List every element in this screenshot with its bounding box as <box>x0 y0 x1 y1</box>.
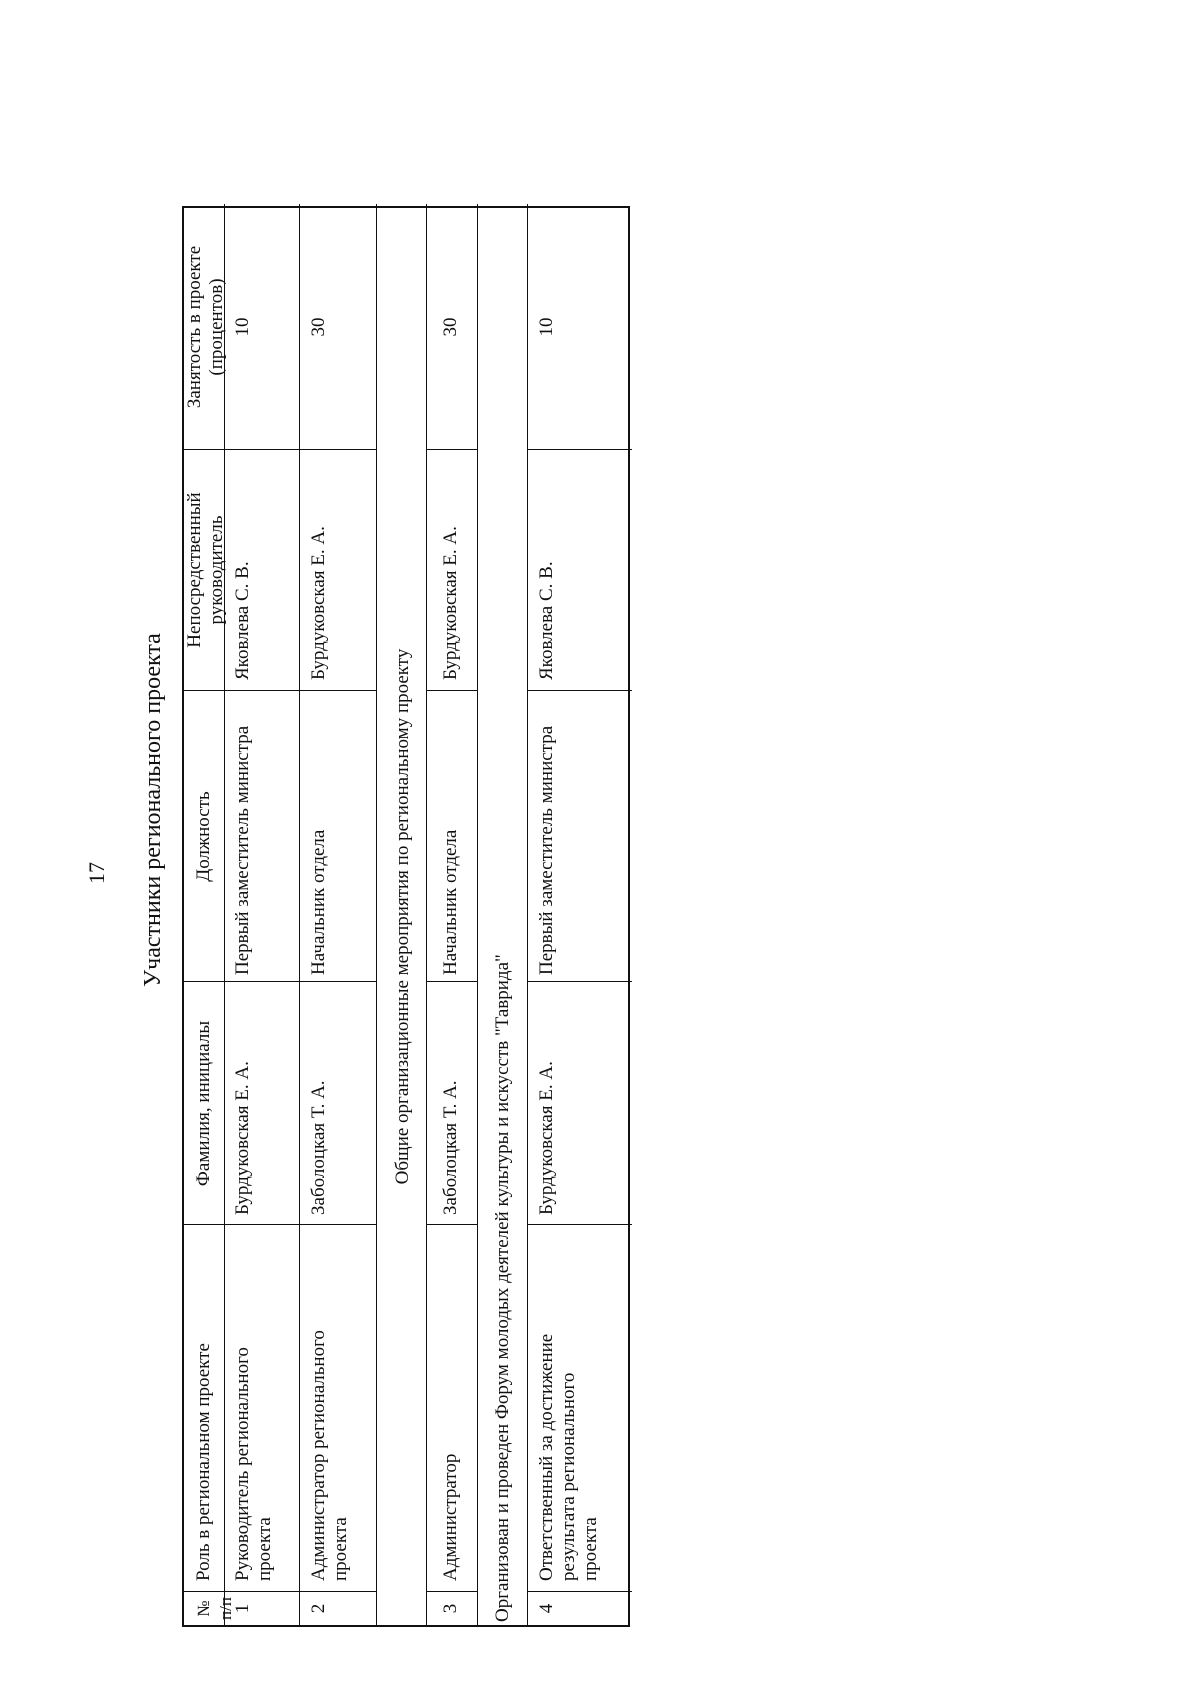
row-4-employment: 10 <box>536 317 557 337</box>
section-forum-title: Организован и проведен Форум молодых деятелей культуры и искусств "Таврида" <box>492 954 513 1622</box>
row-2-role: Администратор регионального проекта <box>308 1330 351 1581</box>
row-2-manager: Бурдуковская Е. А. <box>308 526 329 680</box>
header-employment: Занятость в проекте (процентов) <box>184 245 227 409</box>
row-1-manager: Яковлева С. В. <box>232 561 253 680</box>
row-2-name: Заболоцкая Т. А. <box>308 1080 329 1215</box>
row-3-name: Заболоцкая Т. А. <box>440 1080 461 1215</box>
row-1-num: 1 <box>232 1603 253 1614</box>
row-1-name: Бурдуковская Е. А. <box>232 1061 253 1215</box>
row-3-role: Администратор <box>440 1453 461 1581</box>
row-1-role: Руководитель регионального проекта <box>232 1347 275 1581</box>
row-3-num: 3 <box>440 1603 461 1614</box>
row-3-employment: 30 <box>440 317 461 337</box>
row-1-employment: 10 <box>232 317 253 337</box>
header-role: Роль в региональном проекте <box>193 1343 214 1581</box>
row-3-position: Начальник отдела <box>440 829 461 975</box>
row-4-num: 4 <box>536 1603 557 1614</box>
row-1-position: Первый заместитель министра <box>232 725 253 975</box>
document-page <box>0 200 1200 1700</box>
row-2-employment: 30 <box>308 317 329 337</box>
section-general-title: Общие организационные мероприятия по региональному проекту <box>392 648 413 1185</box>
page-number: 17 <box>84 862 109 884</box>
row-2-num: 2 <box>308 1603 329 1614</box>
row-2-position: Начальник отдела <box>308 829 329 975</box>
header-manager: Непосредственный руководитель <box>184 492 227 648</box>
row-4-manager: Яковлева С. В. <box>536 561 557 680</box>
row-4-role: Ответственный за достижение результата регионального проекта <box>536 1333 601 1581</box>
row-4-name: Бурдуковская Е. А. <box>536 1061 557 1215</box>
header-num: № п/п <box>194 1597 235 1620</box>
row-3-manager: Бурдуковская Е. А. <box>440 526 461 680</box>
page-title: Участники регионального проекта <box>140 633 166 987</box>
row-4-position: Первый заместитель министра <box>536 725 557 975</box>
participants-table <box>182 206 630 1627</box>
header-position: Должность <box>193 791 214 882</box>
header-name: Фамилия, инициалы <box>193 1020 214 1187</box>
